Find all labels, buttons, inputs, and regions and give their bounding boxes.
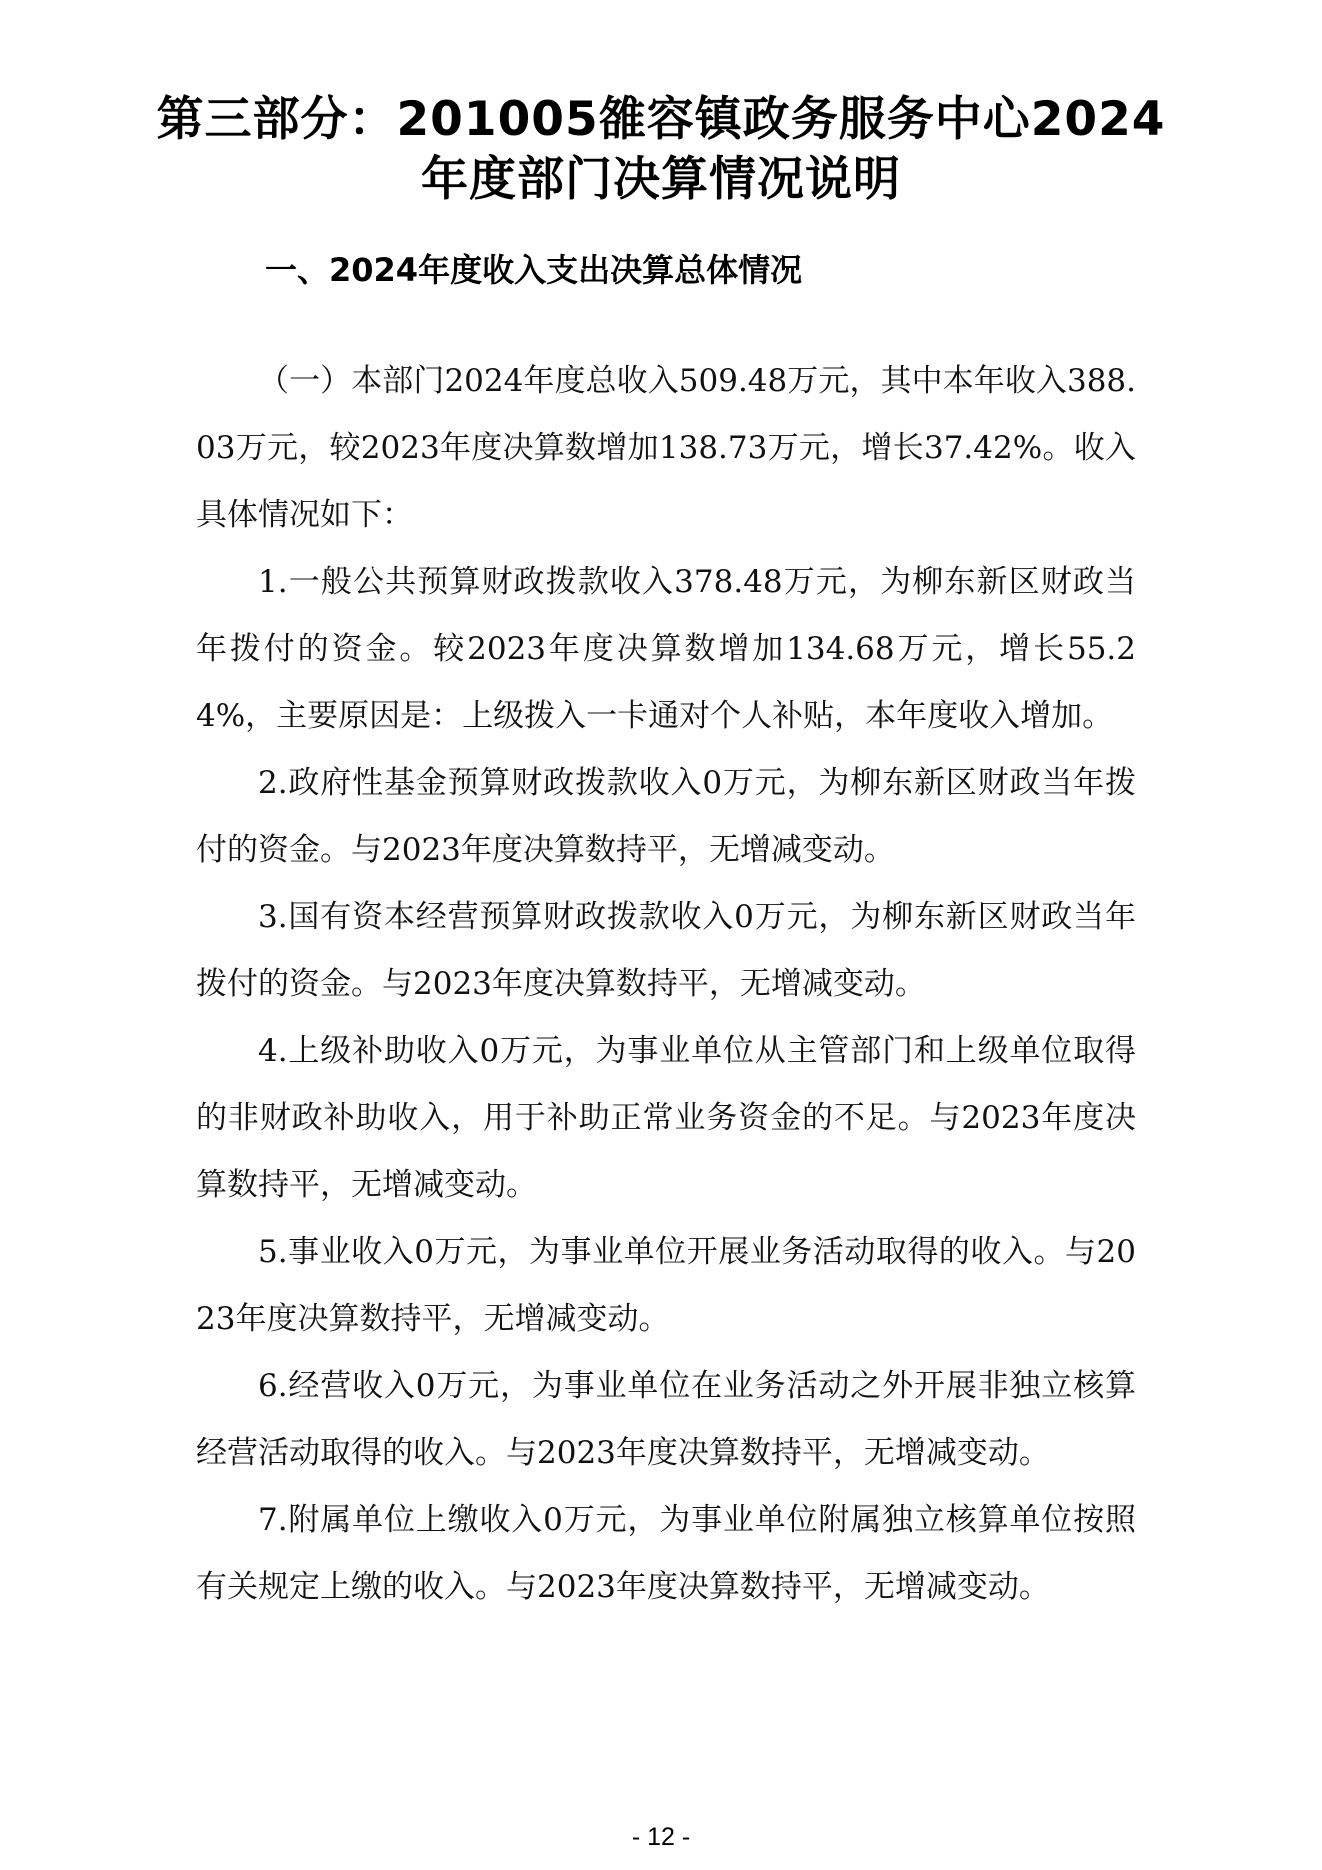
paragraph-total-income: （一）本部门2024年度总收入509.48万元，其中本年收入388.03万元，较2023年度决算数增加138.73万元，增长37.42%。收入具体情况如下： [196,363,1136,533]
paragraph-affiliated-unit: 7.附属单位上缴收入0万元，为事业单位附属独立核算单位按照有关规定上缴的收入。与2023年度决算数持平，无增减变动。 [196,1502,1136,1605]
paragraph-superior-subsidy: 4.上级补助收入0万元，为事业单位从主管部门和上级单位取得的非财政补助收入，用于补助正常业务资金的不足。与2023年度决算数持平，无增减变动。 [196,1033,1136,1203]
paragraph-government-fund: 2.政府性基金预算财政拨款收入0万元，为柳东新区财政当年拨付的资金。与2023年度决算数持平，无增减变动。 [196,765,1136,868]
document-body [196,348,1136,1621]
paragraph-state-capital: 3.国有资本经营预算财政拨款收入0万元，为柳东新区财政当年拨付的资金。与2023年度决算数持平，无增减变动。 [196,899,1136,1002]
page-number: - 12 - [631,1823,691,1851]
document-title: 第三部分：201005雒容镇政务服务中心2024年度部门决算情况说明 [156,92,1166,207]
paragraph-operating-income: 6.经营收入0万元，为事业单位在业务活动之外开展非独立核算经营活动取得的收入。与2023年度决算数持平，无增减变动。 [196,1368,1136,1471]
paragraph-general-budget: 1.一般公共预算财政拨款收入378.48万元，为柳东新区财政当年拨付的资金。较2023年度决算数增加134.68万元，增长55.24%，主要原因是：上级拨入一卡通对个人补贴，本年度收入增加。 [196,564,1136,734]
paragraph-business-income: 5.事业收入0万元，为事业单位开展业务活动取得的收入。与2023年度决算数持平，无增减变动。 [196,1234,1136,1337]
section-heading: 一、2024年度收入支出决算总体情况 [265,251,803,289]
